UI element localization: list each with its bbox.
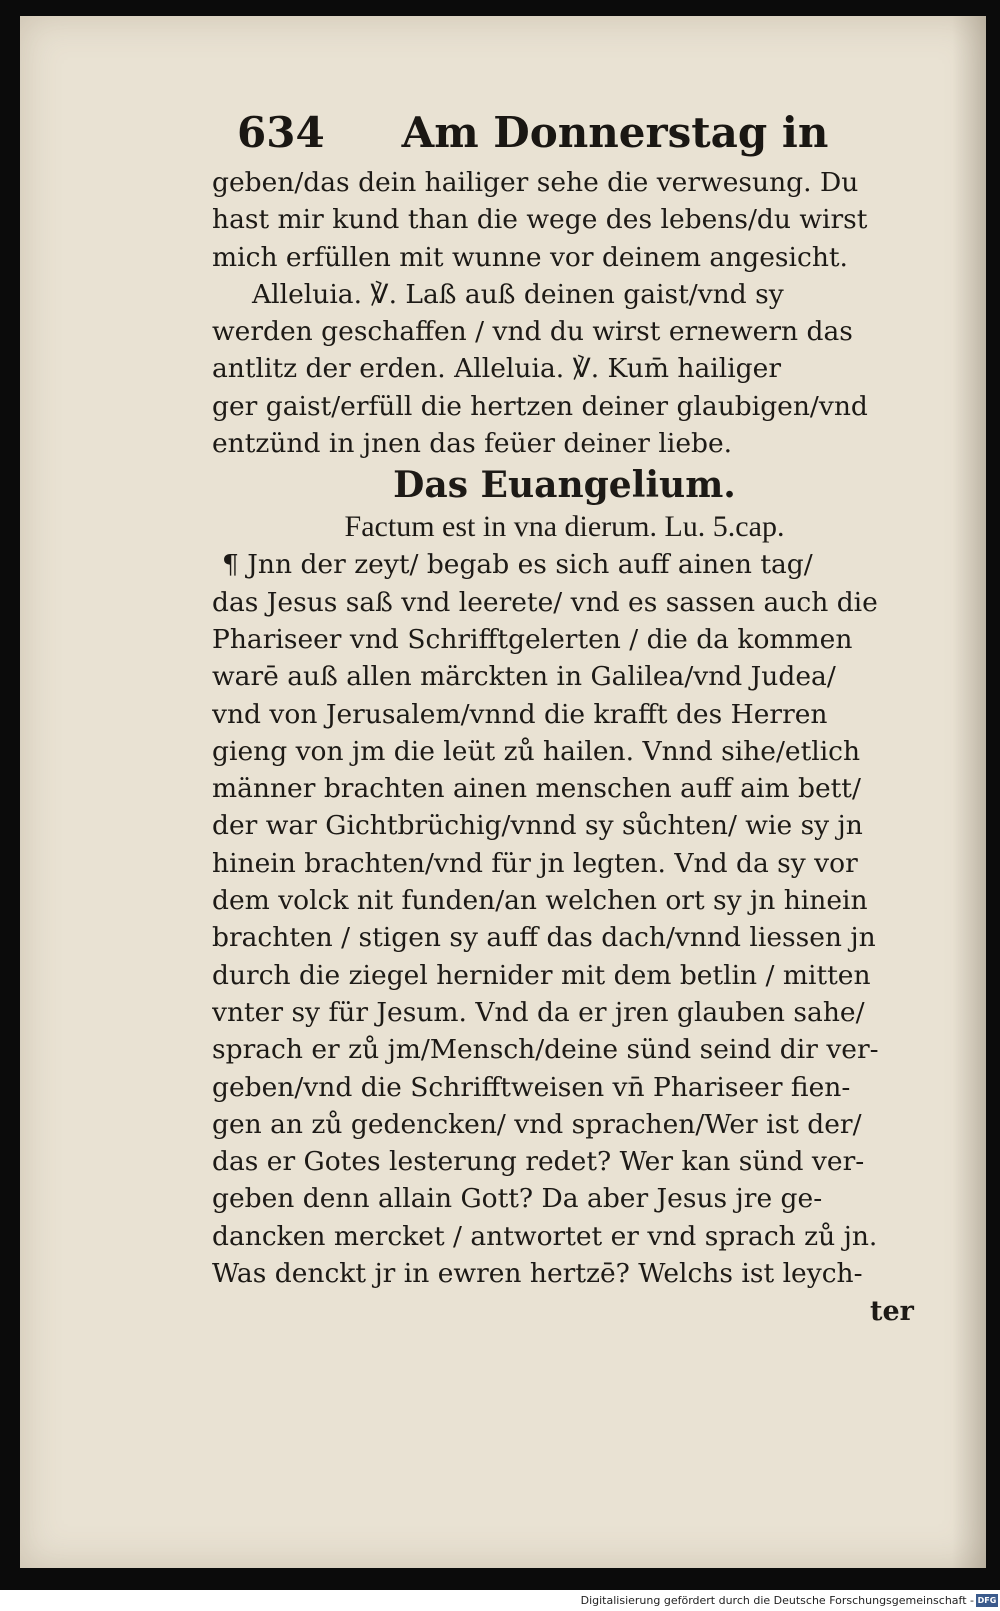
- page-number: 634: [237, 108, 325, 157]
- running-title: Am Donnerstag in: [401, 108, 829, 157]
- text-line: Alleluia. ℣. Laß auß deinen gaist/vnd sy: [252, 278, 784, 310]
- text-line: dancken mercket / antwortet er vnd sprach zů jn.: [212, 1220, 878, 1252]
- page-header: [237, 108, 828, 157]
- text-line: Phariseer vnd Schrifftgelerten / die da kommen: [212, 623, 853, 655]
- text-line: gen an zů gedencken/ vnd sprachen/Wer ist der/: [212, 1108, 862, 1140]
- page-text: [212, 164, 917, 1292]
- dfg-logo: DFG: [977, 1596, 997, 1605]
- text-line: hast mir kund than die wege des lebens/du wirst: [212, 204, 868, 236]
- footer-bar: [0, 1590, 1000, 1611]
- footer-credit: Digitalisierung gefördert durch die Deutsche Forschungsgemeinschaft -: [580, 1594, 974, 1607]
- gospel-reference: Factum est in vna dierum. Lu. 5.cap.: [344, 510, 785, 544]
- text-line: vnd von Jerusalem/vnnd die krafft des Herren: [212, 698, 828, 730]
- text-line: mich erfüllen mit wunne vor deinem angesicht.: [212, 241, 848, 273]
- text-line: werden geschaffen / vnd du wirst ernewern das: [212, 316, 853, 348]
- text-line: geben/vnd die Schrifftweisen vn̄ Phariseer fien-: [212, 1071, 851, 1103]
- text-line: der war Gichtbrüchig/vnnd sy sůchten/ wie sy jn: [212, 810, 863, 842]
- text-line: geben/das dein hailiger sehe die verwesung. Du: [212, 167, 859, 198]
- text-line: ¶ Jnn der zeyt/ begab es sich auff ainen tag/: [222, 549, 813, 581]
- text-line: männer brachten ainen menschen auff aim bett/: [212, 773, 861, 805]
- text-line: entzünd in jnen das feüer deiner liebe.: [212, 428, 733, 460]
- text-line: ger gaist/erfüll die hertzen deiner glaubigen/vnd: [212, 390, 868, 422]
- text-line: das er Gotes lesterung redet? Wer kan sünd ver-: [212, 1146, 865, 1178]
- text-line: warē auß allen märckten in Galilea/vnd Judea/: [212, 661, 836, 693]
- text-line: sprach er zů jm/Mensch/deine sünd seind dir ver-: [212, 1034, 879, 1066]
- text-line: gieng von jm die leüt zů hailen. Vnnd sihe/etlich: [212, 735, 861, 767]
- text-line: vnter sy für Jesum. Vnd da er jren glauben sahe/: [212, 996, 865, 1028]
- gospel-heading: Das Euangelium.: [393, 464, 736, 507]
- text-line: geben denn allain Gott? Da aber Jesus jre ge-: [212, 1183, 823, 1215]
- text-line: dem volck nit funden/an welchen ort sy jn hinein: [212, 885, 868, 917]
- text-line: hinein brachten/vnd für jn legten. Vnd da sy vor: [212, 847, 858, 879]
- text-line: das Jesus saß vnd leerete/ vnd es sassen auch die: [212, 586, 878, 618]
- text-line: brachten / stigen sy auff das dach/vnnd liessen jn: [212, 922, 876, 954]
- text-line: antlitz der erden. Alleluia. ℣. Kum̄ hailiger: [212, 353, 781, 385]
- text-line: durch die ziegel hernider mit dem betlin / mitten: [212, 959, 871, 991]
- text-line: Was denckt jr in ewren hertzē? Welchs ist leych-: [212, 1258, 863, 1290]
- catchword: ter: [870, 1296, 914, 1327]
